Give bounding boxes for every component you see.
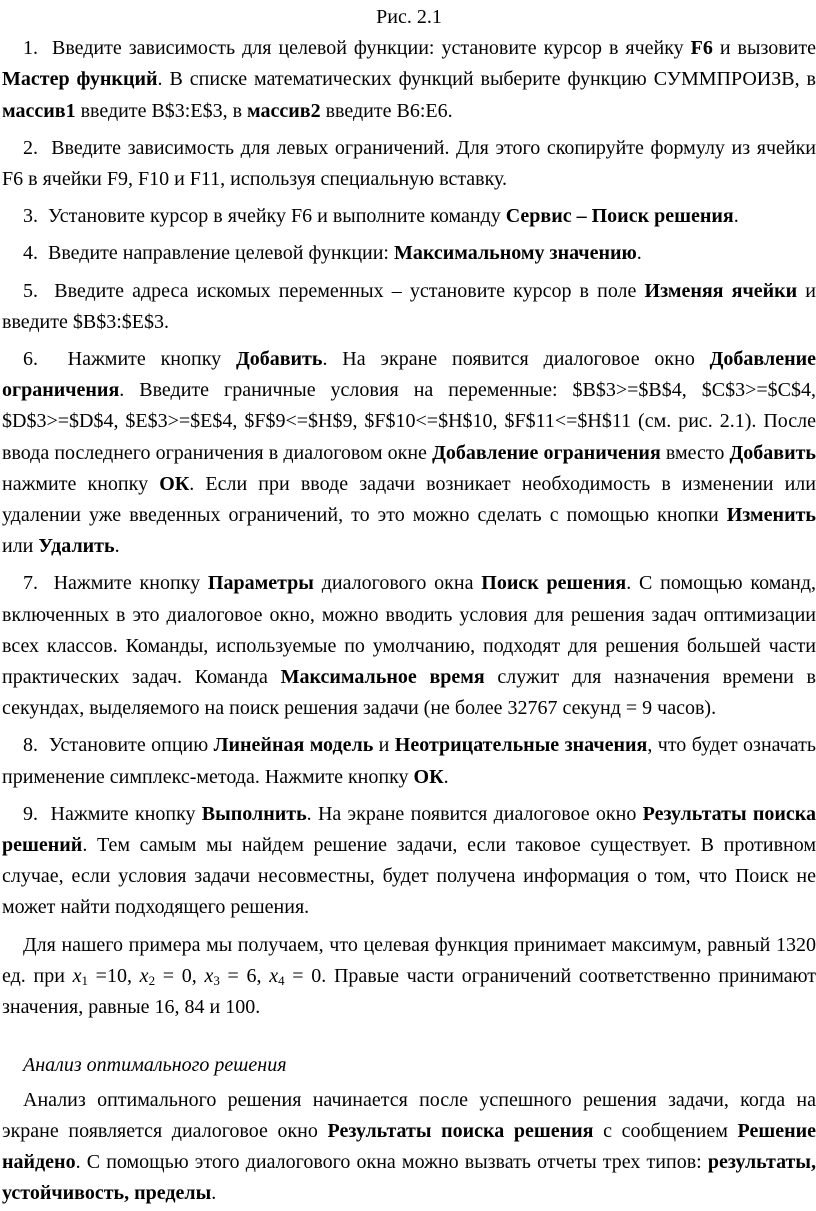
text-run: 6. Нажмите кнопку (23, 348, 236, 371)
text-run: . На экране появится диалоговое окно (306, 802, 643, 825)
text-run: 9. Нажмите кнопку (23, 802, 202, 825)
text-run: . (211, 1182, 217, 1205)
text-run: . Введите граничные условия на переменные: $B$3>=$B$4, $C$3>=$C$4, $D$3>=$D$4, $E$3>=$E$4, $F$9<=$H$9, $F$10<=$H$10, $F$11<=$H$11 (см. рис. 2.1). После ввода последнего ограничения в диалоговом окне (2, 379, 816, 464)
bold-term: Неотрицательные значения (394, 734, 648, 757)
subscript: 4 (278, 972, 285, 988)
bold-term: Максимальное время (280, 666, 485, 689)
text-run: 8. Установите опцию (23, 734, 214, 757)
text-run: . На экране появится диалоговое окно (322, 348, 710, 371)
text-run: . С помощью этого диалогового окна можно вызвать отчеты трех типов: (75, 1150, 708, 1173)
step-2 (2, 133, 816, 195)
text-run: служит для назначения времени в секундах, выделяемого на поиск решения задачи (не более 32767 секунд = 9 часов). (2, 666, 816, 720)
step-5 (2, 276, 816, 338)
variable: x (269, 964, 279, 987)
text-run: , что будет означать применение симплекс-метода. Нажмите кнопку (2, 734, 816, 788)
bold-term: Удалить (38, 535, 115, 558)
text-run: вместо (660, 441, 730, 464)
step-1 (2, 33, 816, 127)
text-run: . Тем самым мы найдем решение задачи, если таковое существует. В противном случае, если условия задачи несовместны, будет получена информация о том, что Поиск не может найти подходящего решения. (2, 834, 816, 919)
text-run: =10, (87, 964, 140, 987)
bold-term: массив2 (247, 99, 321, 122)
bold-term: Изменяя ячейки (644, 279, 798, 302)
subscript: 1 (81, 972, 88, 988)
bold-term: Максимальному значению (394, 242, 637, 265)
variable: x (139, 964, 149, 987)
step-8 (2, 730, 816, 792)
subscript: 3 (213, 972, 220, 988)
bold-term: массив1 (2, 99, 76, 122)
text-run: и (373, 734, 395, 757)
text-run: введите В6:Е6. (320, 99, 453, 122)
text-run: = 0. Правые части ограничений соответственно принимают значения, равные 16, 84 и 100. (2, 964, 816, 1019)
text-run: = 0, (155, 964, 205, 987)
bold-term: Линейная модель (213, 734, 374, 757)
text-run: 1. Введите зависимость для целевой функции: установите курсор в ячейку (23, 37, 691, 60)
text-run: . С помощью команд, включенных в это диалоговое окно, можно вводить условия для решения задач оптимизации всех классов. Команды, используемые по умолчанию, подходят для решения большей части практических задач. Команда (2, 572, 816, 689)
bold-term: Результаты поиска решения (327, 1119, 594, 1142)
bold-term: Изменить (726, 504, 816, 527)
text-run: . (114, 535, 120, 558)
text-run: 3. Установите курсор в ячейку F6 и выполните команду (23, 205, 506, 228)
section-title: Анализ оптимального решения (23, 1054, 287, 1077)
text-run: . (733, 205, 739, 228)
step-7 (2, 568, 816, 724)
text-run: диалогового окна (313, 572, 482, 595)
step-6 (2, 344, 816, 562)
text-run: с сообщением (593, 1119, 738, 1142)
text-run: введите В$3:Е$3, в (75, 99, 248, 122)
text-run: Анализ оптимального решения начинается после успешного решения задачи, когда на экране появляется диалоговое окно (2, 1088, 816, 1142)
result-paragraph (2, 930, 816, 1024)
text-run: 7. Нажмите кнопку (23, 572, 208, 595)
text-run: 5. Введите адреса искомых переменных – установите курсор в поле (23, 279, 645, 302)
bold-term: Результаты поиска решений (2, 802, 816, 857)
step-3 (2, 201, 816, 232)
text-run: = 6, (219, 964, 270, 987)
bold-term: Выполнить (201, 802, 307, 825)
subscript: 2 (148, 972, 156, 988)
bold-term: Добавление ограничения (432, 441, 661, 464)
steps-list (2, 33, 816, 1023)
text-run: или (2, 535, 39, 558)
figure-caption: Рис. 2.1 (376, 6, 442, 28)
bold-term: Добавить (235, 348, 323, 371)
bold-term: Параметры (207, 572, 314, 595)
bold-term: Поиск решения (481, 572, 627, 595)
text-run: 2. Введите зависимость для левых ограничений. Для этого скопируйте формулу из ячейки F6 в ячейки F9, F10 и F11, используя специальную вставку. (2, 136, 816, 191)
bold-term: результаты, устойчивость, пределы (2, 1150, 816, 1205)
text-run: и вызовите (712, 37, 816, 60)
bold-term: Мастер функций (2, 68, 158, 91)
step-4 (2, 238, 816, 269)
text-run: . В списке математических функций выберите функцию СУММПРОИЗВ, в (157, 68, 816, 91)
bold-term: Добавление ограничения (2, 348, 816, 402)
text-run: . (636, 242, 642, 265)
text-run: нажмите кнопку (2, 472, 160, 495)
text-run: Для нашего примера мы получаем, что целевая функция принимает максимум, равный 1320 ед. при (2, 933, 816, 987)
text-run: 4. Введите направление целевой функции: (23, 242, 394, 265)
bold-term: Добавить (729, 441, 816, 464)
bold-term: F6 (690, 37, 713, 60)
text-run: и введите $B$3:$E$3. (2, 279, 816, 333)
variable: x (72, 964, 82, 987)
step-9 (2, 799, 816, 924)
text-run: . Если при вводе задачи возникает необходимость в изменении или удалении уже введенных ограничений, то это можно сделать с помощью кнопки (2, 472, 816, 527)
bold-term: Решение найдено (2, 1119, 816, 1173)
bold-term: Сервис – Поиск решения (505, 205, 734, 228)
text-run: . (443, 765, 449, 788)
variable: x (204, 964, 214, 987)
bold-term: ОК (159, 472, 190, 495)
bold-term: ОК (413, 765, 444, 788)
analysis-paragraph (2, 1085, 816, 1210)
